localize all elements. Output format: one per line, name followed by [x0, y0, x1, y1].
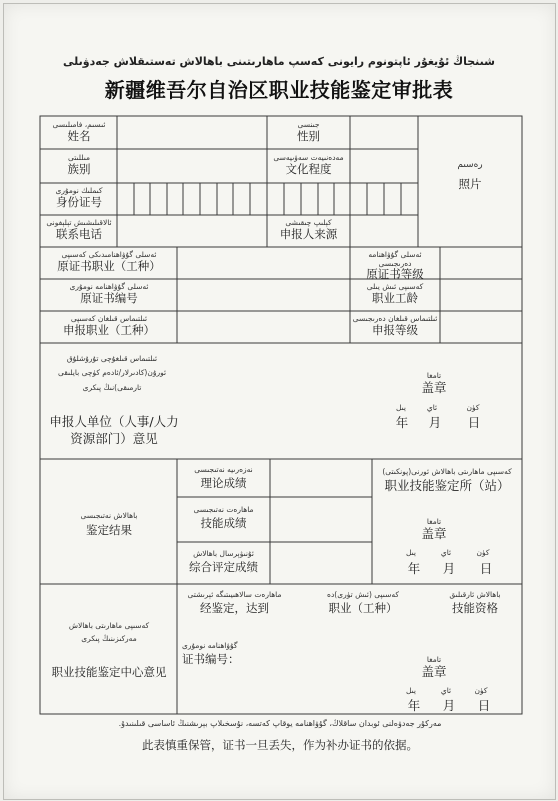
- center-stamp: تامغا 盖章: [421, 655, 447, 679]
- unit-year-ug: يىل: [395, 403, 407, 412]
- station-month-ug: ئاي: [440, 548, 452, 557]
- photo-area: رەسىم 照片: [457, 160, 483, 192]
- unit-year: 年: [395, 415, 409, 430]
- job-label: كەسىپى (ئىش تۈرى)دە 职业（工种）: [327, 590, 399, 615]
- unit-day: 日: [467, 415, 481, 430]
- cert-number-label: گۇۋاھنامە نومۇرى 证书编号：: [182, 641, 240, 666]
- unit-opinion-label: 申报人单位（人事/人力 资源部门）意见: [49, 414, 179, 447]
- orig-cert-number-label: ئەسلى گۇۋاھنامە نومۇرى 原证书编号: [69, 282, 149, 305]
- station-month: 月: [442, 561, 456, 576]
- station-label: كەسىپى ماھارىتى باھالاش ئورنى(پونكىتى) 职业技能鉴定所（站）: [382, 467, 512, 493]
- passed-label: ماھارەت سالاھىيىتىگە ئېرىشتى 经鉴定，达到: [187, 590, 282, 615]
- education-label: مەدەنىيەت سەۋىيەسى 文化程度: [273, 153, 344, 176]
- center-day-ug: كۈن: [474, 686, 488, 695]
- center-day: 日: [477, 698, 491, 713]
- center-month: 月: [442, 698, 456, 713]
- center-year: 年: [407, 698, 421, 713]
- unit-day-ug: كۈن: [466, 403, 480, 412]
- center-opinion-uyghur: كەسىپى ماھارىتى باھالاش مەركىزىنىڭ پىكرى: [68, 621, 150, 643]
- job-years-label: كەسىپى ئىش يىلى 职业工龄: [366, 282, 424, 305]
- skill-score-label: ماھارەت نەتىجىسى 技能成绩: [193, 505, 254, 530]
- apply-level-label: ئىلتىماس قىلغان دەرىجىسى 申报等级: [352, 314, 438, 337]
- footer-note: 此表慎重保管，证书一旦丢失，作为补办证书的依据。: [142, 738, 418, 752]
- id-number-label: كىملىك نومۇرى 身份证号: [55, 186, 103, 209]
- qualification-label: باھالاش ئارقىلىق 技能资格: [449, 590, 501, 615]
- form-title: 新疆维吾尔自治区职业技能鉴定审批表: [104, 78, 454, 102]
- applicant-source-label: كېلىپ چىقىشى 申报人来源: [279, 218, 338, 241]
- unit-opinion-uyghur: ئىلتىماس قىلغۇچى تۇرۇشلۇق ئورۇن(كادىرلار/ئادەم كۈچى بايلىقى تارمىقى)نىڭ پىكرى: [57, 354, 167, 392]
- overall-score-label: ئۇنىۋېرسال باھالاش 综合评定成绩: [189, 549, 258, 574]
- ethnicity-label: مىللىتى 族别: [67, 153, 91, 176]
- phone-label: ئالاقىلىشىش تېلېفونى 联系电话: [46, 218, 112, 241]
- center-year-ug: يىل: [405, 686, 417, 695]
- theory-score-label: نەزەرىيە نەتىجىسى 理论成绩: [194, 465, 253, 490]
- unit-month: 月: [428, 415, 442, 430]
- gender-label: جىنسى 性别: [297, 120, 320, 143]
- footer-note-uyghur: مەركۇر جەدۋەلنى ئوبدان ساقلاڭ، گۇۋاھنامە يوقاپ كەتسە، نۇسخىلاپ بېرىشنىڭ ئاساسى قىلىنىدۇ.: [118, 719, 442, 728]
- station-day: 日: [479, 561, 493, 576]
- result-label: باھالاش نەتىجىسى 鉴定结果: [80, 511, 138, 537]
- form-title-uyghur: شىنجاڭ ئۇيغۇر ئاپتونوم رايونى كەسپ ماھارىتىنى باھالاش تەستىقلاش جەدۋىلى: [63, 55, 495, 68]
- station-year: 年: [407, 561, 421, 576]
- orig-cert-job-label: ئەسلى گۇۋاھنامىدىكى كەسىپى 原证书职业（工种）: [57, 250, 161, 273]
- station-year-ug: يىل: [405, 548, 417, 557]
- name-label: ئىسىم، فامىلىسى 姓名: [52, 120, 106, 143]
- orig-cert-level-label: ئەسلى گۇۋاھنامە دەرىجىسى 原证书等级: [366, 250, 424, 282]
- station-stamp: تامغا 盖章: [421, 517, 447, 541]
- apply-job-label: ئىلتىماس قىلغان كەسىپى 申报职业（工种）: [63, 314, 155, 337]
- station-day-ug: كۈن: [476, 548, 490, 557]
- unit-stamp: تامغا 盖章: [421, 371, 447, 395]
- unit-month-ug: ئاي: [426, 403, 438, 412]
- center-opinion-label: 职业技能鉴定中心意见: [51, 665, 167, 679]
- center-month-ug: ئاي: [440, 686, 452, 695]
